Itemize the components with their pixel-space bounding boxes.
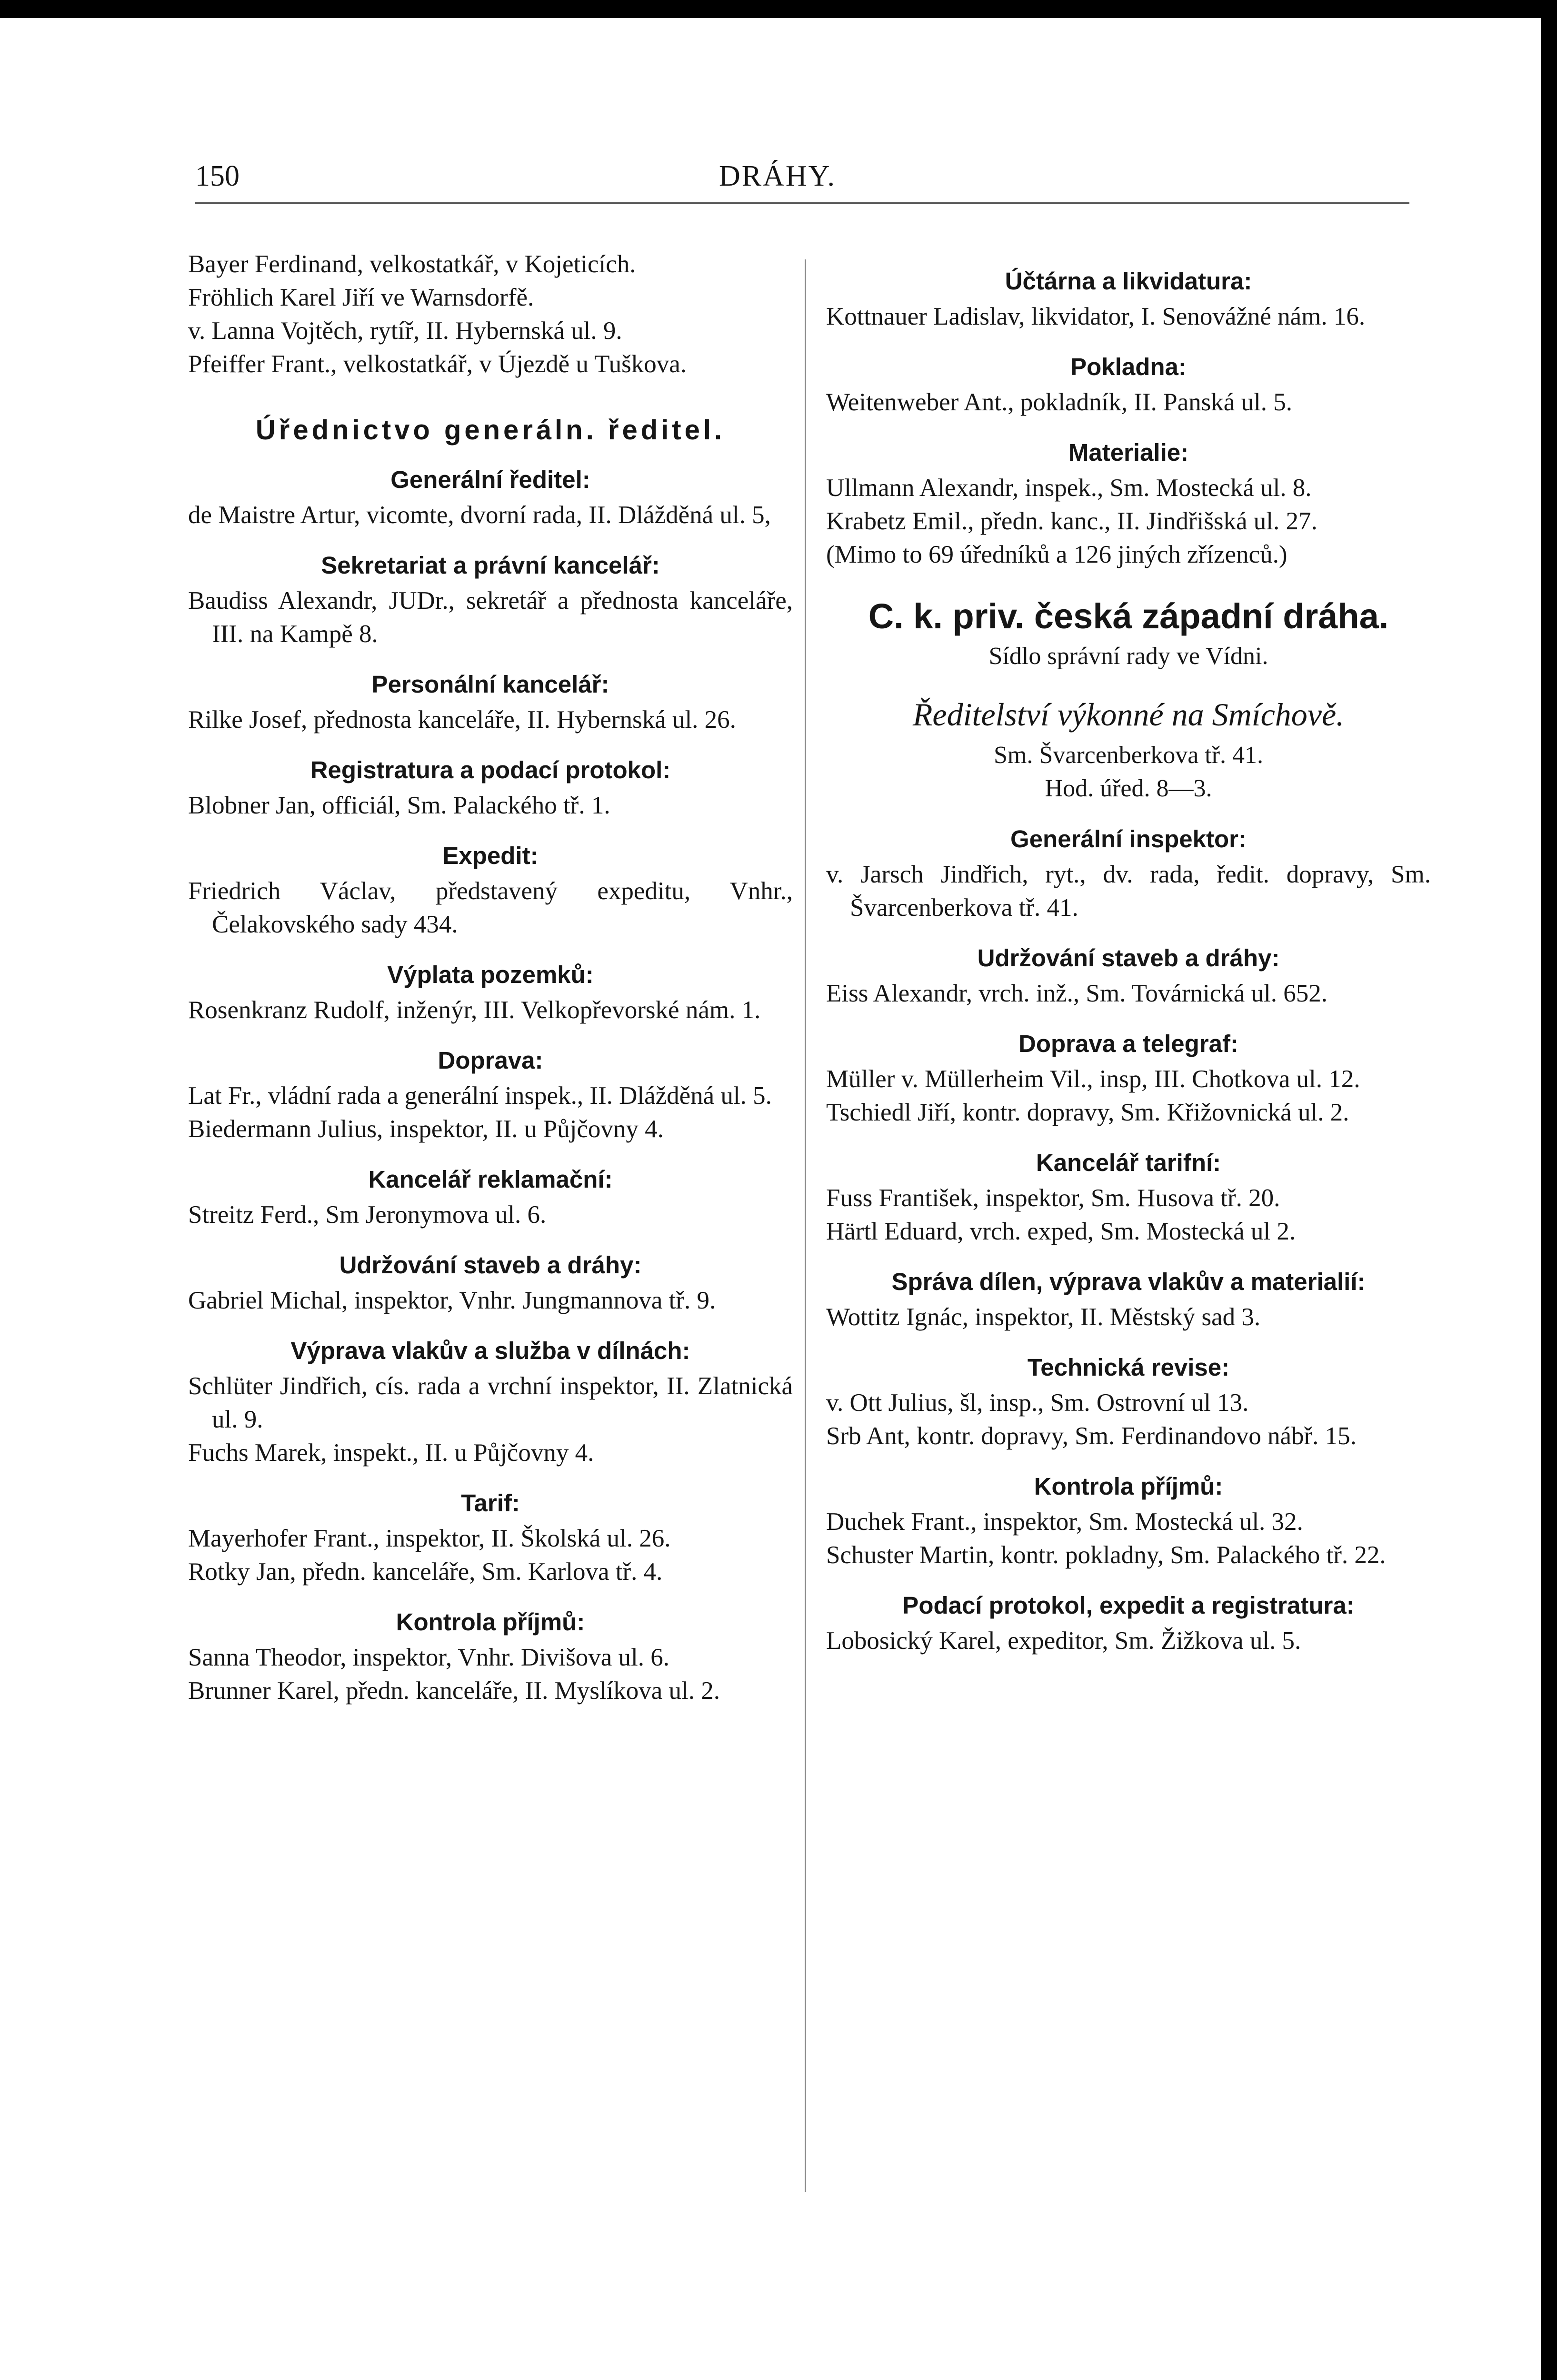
directory-entry: Rosenkranz Rudolf, inženýr, III. Velkopřevorské nám. 1. (188, 996, 761, 1024)
directory-entry: Gabriel Michal, inspektor, Vnhr. Jungmannova tř. 9. (188, 1287, 716, 1314)
right-top-groups (826, 266, 1431, 571)
directory-entry: Blobner Jan, officiál, Sm. Palackého tř. 1. (188, 792, 610, 819)
group-heading: Účtárna a likvidatura: (1005, 268, 1252, 295)
directory-entry: v. Ott Julius, šl, insp., Sm. Ostrovní ul 13. (826, 1389, 1249, 1417)
group-heading: Kontrola příjmů: (1034, 1473, 1223, 1500)
directory-entry: Fuchs Marek, inspekt., II. u Půjčovny 4. (188, 1439, 594, 1467)
directory-entry: Sanna Theodor, inspektor, Vnhr. Divišova ul. 6. (188, 1644, 670, 1671)
group-heading: Personální kancelář: (371, 671, 609, 698)
directorate-address: Sm. Švarcenberkova tř. 41. (993, 742, 1264, 769)
directory-entry: Friedrich Václav, představený expeditu, Vnhr., Čelakovského sady 434. (188, 877, 793, 938)
railway-seat: Sídlo správní rady ve Vídni. (988, 643, 1268, 670)
directory-entry: Kottnauer Ladislav, likvidator, I. Senovážné nám. 16. (826, 303, 1366, 330)
directorate-title: Ředitelství výkonné na Smíchově. (912, 696, 1345, 733)
directory-entry: v. Lanna Vojtěch, rytíř, II. Hybernská ul. 9. (188, 317, 622, 345)
directory-entry: Ullmann Alexandr, inspek., Sm. Mostecká ul. 8. (826, 474, 1312, 502)
page-header (195, 159, 1409, 204)
directory-entry: Lobosický Karel, expeditor, Sm. Žižkova ul. 5. (826, 1627, 1301, 1655)
column-divider (805, 259, 806, 2192)
directory-entry: Rilke Josef, přednosta kanceláře, II. Hybernská ul. 26. (188, 706, 736, 734)
group-heading: Registratura a podací protokol: (310, 756, 671, 783)
scan-border-right (1541, 0, 1557, 2380)
intro-entries (188, 248, 793, 381)
running-title: DRÁHY. (719, 160, 836, 192)
group-heading: Kancelář reklamační: (368, 1166, 613, 1193)
directory-entry: Härtl Eduard, vrch. exped, Sm. Mostecká ul 2. (826, 1218, 1296, 1245)
directory-entry: Tschiedl Jiří, kontr. dopravy, Sm. Křižovnická ul. 2. (826, 1099, 1349, 1126)
right-column (826, 248, 1431, 1657)
group-heading: Doprava a telegraf: (1018, 1030, 1238, 1057)
directory-entry: Brunner Karel, předn. kanceláře, II. Myslíkova ul. 2. (188, 1677, 720, 1705)
directory-entry: Müller v. Müllerheim Vil., insp, III. Chotkova ul. 12. (826, 1065, 1360, 1093)
directory-entry: Pfeiffer Frant., velkostatkář, v Újezdě u Tuškova. (188, 350, 687, 378)
directory-entry: Schlüter Jindřich, cís. rada a vrchní inspektor, II. Zlatnická ul. 9. (188, 1372, 793, 1433)
directory-entry: Eiss Alexandr, vrch. inž., Sm. Továrnická ul. 652. (826, 980, 1328, 1007)
group-heading: Generální inspektor: (1010, 825, 1247, 853)
group-heading: Materialie: (1068, 439, 1189, 466)
directory-entry: Fuss František, inspektor, Sm. Husova tř. 20. (826, 1184, 1280, 1212)
group-heading: Technická revise: (1027, 1354, 1230, 1381)
scan-border-top (0, 0, 1557, 18)
office-hours: Hod. úřed. 8—3. (1045, 775, 1212, 802)
directory-entry: Krabetz Emil., předn. kanc., II. Jindřišská ul. 27. (826, 507, 1317, 535)
page-number: 150 (195, 160, 240, 192)
directory-entry: Duchek Frant., inspektor, Sm. Mostecká ul. 32. (826, 1508, 1303, 1536)
directory-entry: Weitenweber Ant., pokladník, II. Panská ul. 5. (826, 388, 1292, 416)
directory-entry: Biedermann Julius, inspektor, II. u Půjčovny 4. (188, 1115, 664, 1143)
group-heading: Podací protokol, expedit a registratura: (902, 1592, 1355, 1619)
directory-entry: v. Jarsch Jindřich, ryt., dv. rada, ředit. dopravy, Sm. Švarcenberkova tř. 41. (826, 861, 1431, 922)
directory-entry: Rotky Jan, předn. kanceláře, Sm. Karlova tř. 4. (188, 1558, 663, 1586)
directory-entry: Bayer Ferdinand, velkostatkář, v Kojeticích. (188, 250, 636, 278)
left-groups (188, 464, 793, 1707)
directory-entry: de Maistre Artur, vicomte, dvorní rada, II. Dlážděná ul. 5, (188, 501, 771, 529)
directory-entry: Fröhlich Karel Jiří ve Warnsdorfě. (188, 284, 534, 311)
group-heading: Správa dílen, výprava vlakův a materialií: (891, 1268, 1366, 1295)
directory-entry: Srb Ant, kontr. dopravy, Sm. Ferdinandovo nábř. 15. (826, 1422, 1357, 1450)
group-heading: Výplata pozemků: (387, 961, 594, 988)
group-heading: Kancelář tarifní: (1036, 1149, 1221, 1176)
group-heading: Kontrola příjmů: (396, 1608, 585, 1636)
group-heading: Výprava vlakův a služba v dílnách: (290, 1337, 690, 1364)
directory-entry: Mayerhofer Frant., inspektor, II. Školská ul. 26. (188, 1525, 671, 1552)
group-heading: Expedit: (442, 842, 539, 869)
directory-entry: Lat Fr., vládní rada a generální inspek., II. Dlážděná ul. 5. (188, 1082, 772, 1110)
directory-entry: Schuster Martin, kontr. pokladny, Sm. Palackého tř. 22. (826, 1541, 1386, 1569)
left-column (188, 248, 793, 1707)
directory-entry: Wottitz Ignác, inspektor, II. Městský sad 3. (826, 1303, 1261, 1331)
group-heading: Sekretariat a právní kancelář: (321, 552, 660, 579)
group-heading: Udržování staveb a dráhy: (339, 1251, 642, 1279)
directory-entry: Streitz Ferd., Sm Jeronymova ul. 6. (188, 1201, 547, 1229)
right-groups (826, 823, 1431, 1657)
group-heading: Generální ředitel: (390, 466, 590, 493)
group-heading: Pokladna: (1070, 353, 1187, 380)
group-heading: Tarif: (461, 1489, 520, 1517)
group-heading: Doprava: (438, 1047, 543, 1074)
group-heading: Udržování staveb a dráhy: (977, 944, 1280, 972)
section-heading: Úřednictvo generáln. ředitel. (255, 415, 726, 446)
directory-entry: (Mimo to 69 úředníků a 126 jiných zřízenců.) (826, 541, 1288, 568)
directory-entry: Baudiss Alexandr, JUDr., sekretář a přednosta kanceláře, III. na Kampě 8. (188, 587, 793, 648)
railway-title: C. k. priv. česká západní dráha. (868, 596, 1389, 636)
